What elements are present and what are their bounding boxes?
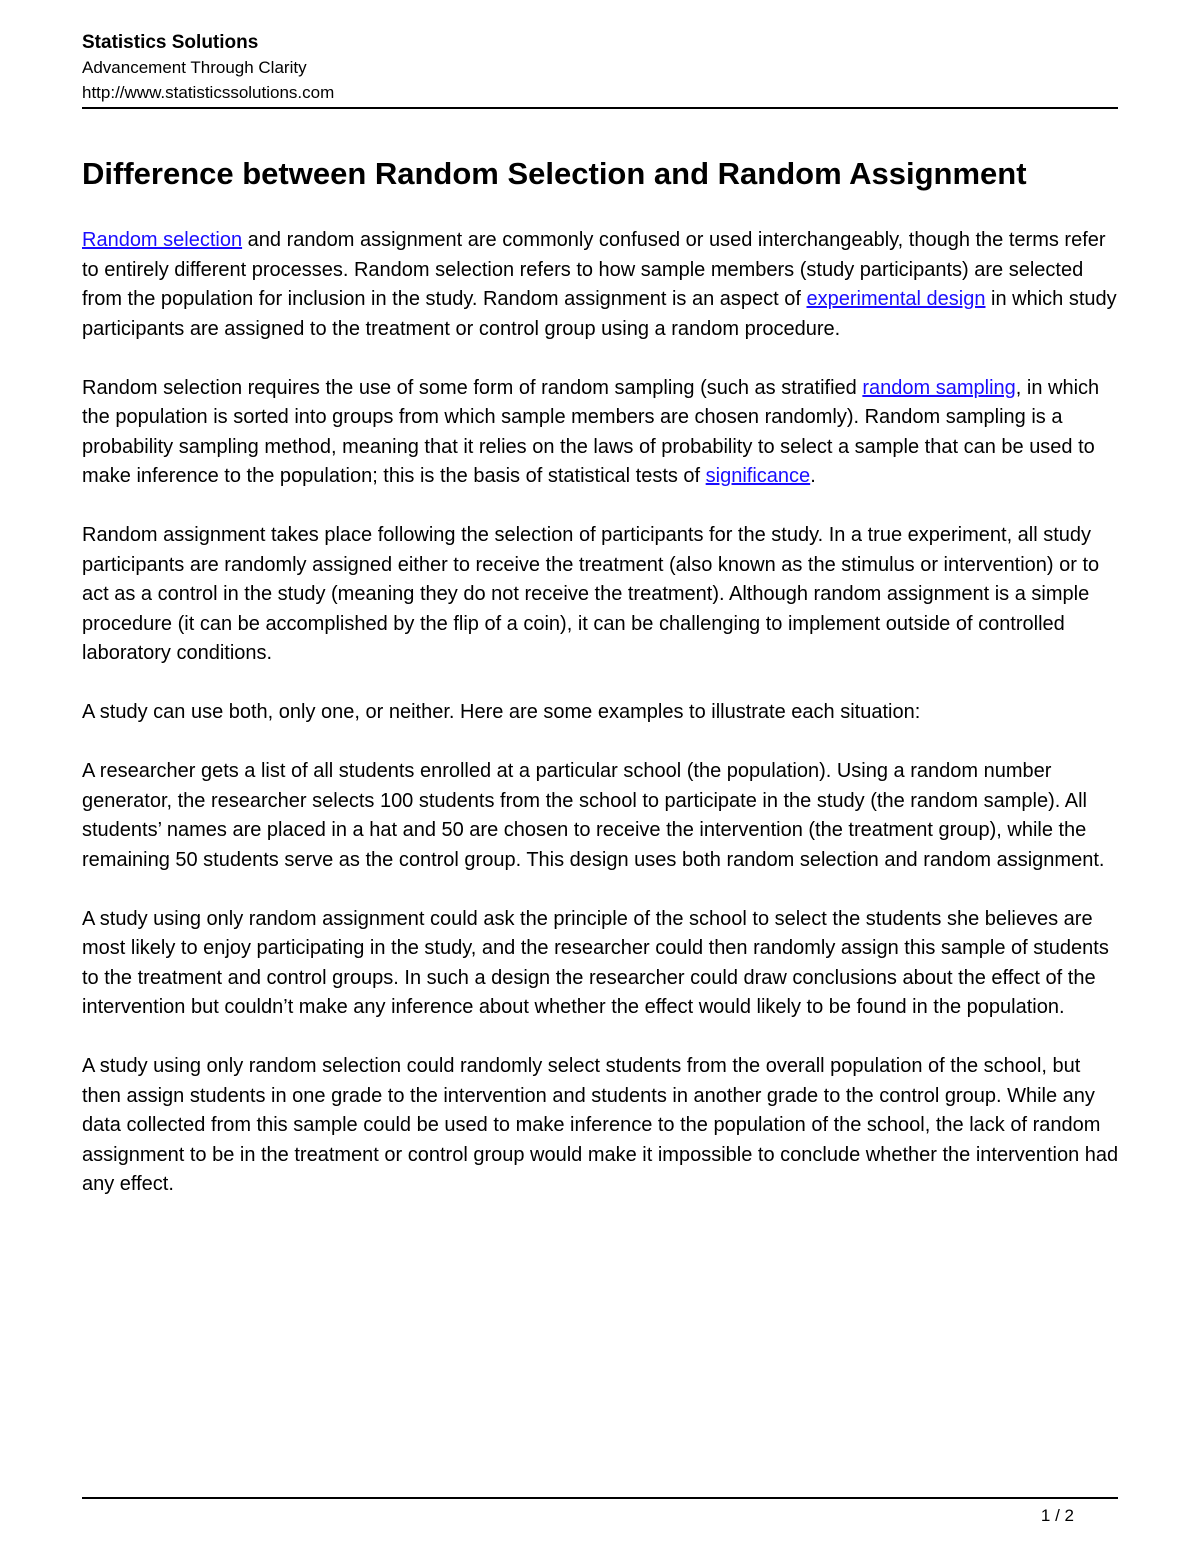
paragraph-1-text-b: in which study participants are assigned to the treatment or control group using a random procedure.	[82, 288, 1117, 340]
paragraph-2-text-c: .	[810, 465, 816, 487]
random-sampling-link[interactable]: random sampling	[862, 376, 1016, 399]
site-name: Statistics Solutions	[82, 32, 259, 53]
site-url: http://www.statisticssolutions.com	[82, 83, 335, 102]
page-number: 1 / 2	[1040, 1506, 1074, 1525]
random-selection-link[interactable]: Random selection	[82, 229, 243, 251]
header-divider	[82, 107, 1118, 109]
site-tagline: Advancement Through Clarity	[82, 58, 307, 77]
paragraph-7: A study using only random selection could randomly select students from the overall population of the school, but then assign students in one grade to the intervention and students in another grade to the control group. While any data collected from this sample could be used to make inference to the population of the school, the lack of random assignment to be in the treatment or control group would make it impossible to conclude whether the intervention had any effect.	[82, 1055, 1119, 1195]
paragraph-3: Random assignment takes place following the selection of participants for the study. In a true experiment, all study participants are randomly assigned either to receive the treatment (also known as the stimulus or intervention) or to act as a control in the study (meaning they do not receive the treatment). Although random assignment is a simple procedure (it can be accomplished by the flip of a coin), it can be challenging to implement outside of controlled laboratory conditions.	[82, 524, 1100, 664]
paragraph-2-text-b: , in which the population is sorted into groups from which sample members are chosen randomly). Random sampling is a probability sampling method, meaning that it relies on the laws of probability to select a sample that can be used to make inference to the population; this is the basis of statistical tests of	[82, 376, 1100, 487]
significance-link[interactable]: significance	[705, 465, 811, 487]
footer-divider	[82, 1497, 1118, 1499]
paragraph-2	[82, 374, 1122, 492]
article-title: Difference between Random Selection and Random Assignment	[82, 156, 1027, 191]
paragraph-1	[82, 226, 1122, 344]
experimental-design-link[interactable]: experimental design	[806, 288, 986, 310]
paragraph-1-text-a: and random assignment are commonly confused or used interchangeably, though the terms refer to entirely different processes. Random selection refers to how sample members (study participants) are selected from the population for inclusion in the study. Random assignment is an aspect of	[82, 229, 1106, 310]
paragraph-2-text-a: Random selection requires the use of some form of random sampling (such as stratified	[82, 376, 863, 399]
paragraph-6: A study using only random assignment could ask the principle of the school to select the students she believes are most likely to enjoy participating in the study, and the researcher could then randomly assign this sample of students to the treatment and control groups. In such a design the researcher could draw conclusions about the effect of the intervention but couldn’t make any inference about whether the effect would likely to be found in the population.	[82, 907, 1109, 1018]
article-body	[82, 152, 1122, 1229]
paragraph-4: A study can use both, only one, or neither. Here are some examples to illustrate each situation:	[82, 701, 921, 723]
paragraph-5: A researcher gets a list of all students enrolled at a particular school (the population). Using a random number generator, the researcher selects 100 students from the school to participate in the study (the random sample). All students’ names are placed in a hat and 50 are chosen to receive the intervention (the treatment group), while the remaining 50 students serve as the control group. This design uses both random selection and random assignment.	[82, 760, 1105, 871]
page-header	[82, 30, 1118, 105]
